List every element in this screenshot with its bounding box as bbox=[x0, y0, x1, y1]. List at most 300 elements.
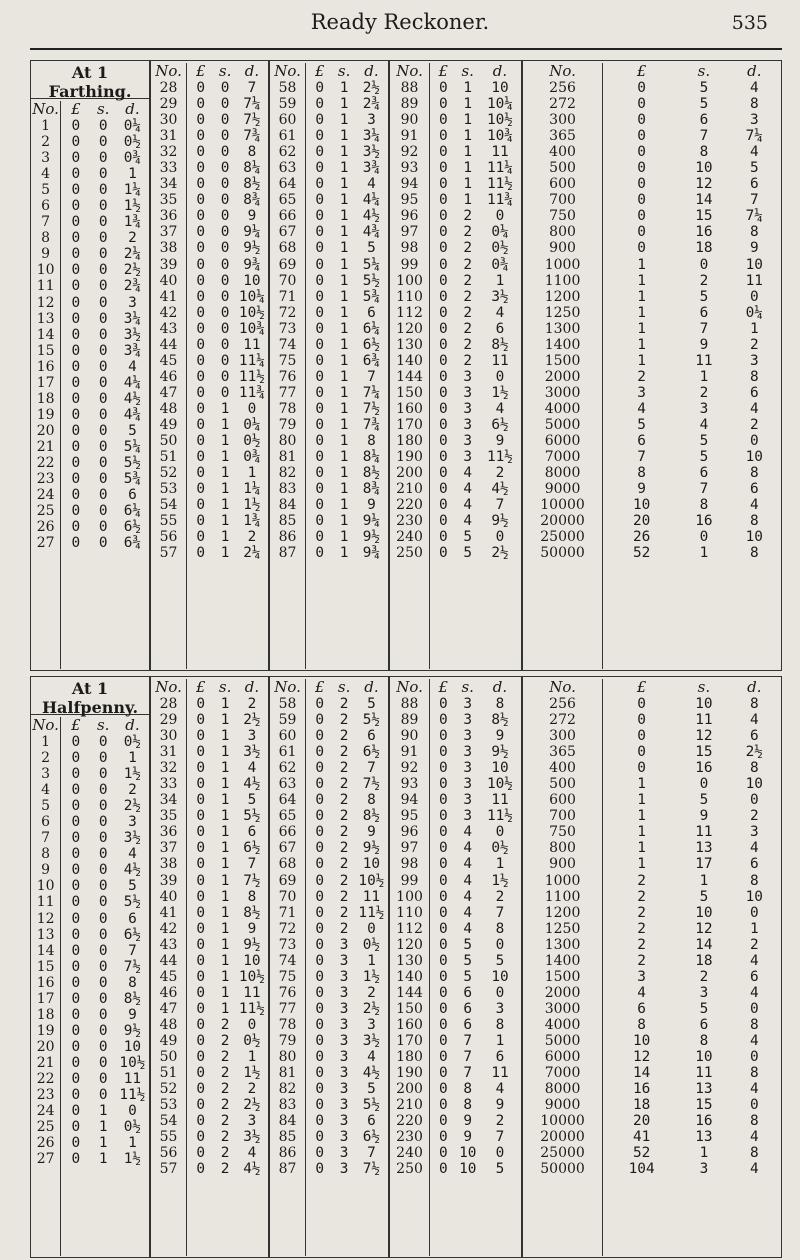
cell: 5 bbox=[699, 1000, 709, 1017]
cell: 10 bbox=[745, 888, 763, 905]
cell: 104 bbox=[628, 1161, 655, 1178]
cell: 0 bbox=[220, 304, 230, 321]
cell: 3½ bbox=[123, 830, 142, 847]
cell: 2 bbox=[495, 888, 505, 905]
cell: 0 bbox=[315, 416, 325, 433]
cell: 3½ bbox=[491, 288, 509, 305]
cell: 2 bbox=[463, 352, 473, 369]
table-group bbox=[389, 676, 522, 1258]
cell: 1 bbox=[220, 529, 230, 546]
cell: 94 bbox=[400, 176, 419, 193]
cell: 26 bbox=[632, 529, 651, 546]
cell: 0 bbox=[71, 358, 81, 375]
cell: 0 bbox=[637, 760, 646, 777]
cell: 0 bbox=[438, 96, 448, 113]
cell: 0 bbox=[438, 529, 448, 546]
cell: 93 bbox=[400, 160, 419, 177]
cell: 4 bbox=[749, 400, 759, 417]
cell: 1 bbox=[339, 336, 349, 353]
cell: 46 bbox=[159, 368, 178, 385]
cell: 5000 bbox=[544, 416, 581, 433]
cell: 4 bbox=[463, 465, 473, 482]
cell: 7 bbox=[699, 128, 709, 145]
cell: 47 bbox=[159, 1000, 178, 1017]
cell: 3 bbox=[128, 294, 137, 311]
cell: 4 bbox=[128, 846, 137, 863]
cell: 6 bbox=[41, 814, 51, 831]
cell: 0 bbox=[438, 1049, 448, 1066]
cell: 26 bbox=[36, 1135, 55, 1152]
column-pence bbox=[116, 118, 149, 669]
cell: 0 bbox=[637, 112, 646, 129]
cell: 3 bbox=[463, 384, 473, 401]
cell: 10¾ bbox=[238, 320, 265, 337]
cell: 4 bbox=[128, 358, 137, 375]
cell: 7¼ bbox=[243, 96, 261, 113]
cell: 2000 bbox=[544, 984, 581, 1001]
cell: 9 bbox=[463, 1113, 473, 1130]
cell: 9 bbox=[367, 497, 376, 514]
cell: 12 bbox=[695, 920, 713, 937]
cell: 0 bbox=[98, 958, 108, 975]
header-pence: d. bbox=[244, 62, 260, 80]
cell: 2 bbox=[220, 1016, 230, 1033]
cell: 71 bbox=[278, 288, 297, 305]
cell: 0 bbox=[438, 112, 448, 129]
header-pound: £ bbox=[314, 678, 325, 696]
cell: 0 bbox=[315, 952, 325, 969]
cell: 62 bbox=[278, 144, 297, 161]
cell: 0 bbox=[71, 214, 81, 231]
header-pound: £ bbox=[314, 62, 325, 80]
cell: 16 bbox=[36, 358, 55, 375]
cell: 64 bbox=[278, 176, 297, 193]
column-nos bbox=[390, 696, 430, 1256]
cell: 1 bbox=[699, 368, 709, 385]
cell: 0 bbox=[637, 224, 646, 241]
cell: 52 bbox=[159, 1081, 178, 1098]
cell: 7½ bbox=[362, 776, 381, 793]
header-pound: £ bbox=[636, 62, 647, 80]
cell: 16 bbox=[36, 974, 55, 991]
cell: 2 bbox=[749, 416, 759, 433]
cell: 1½ bbox=[491, 872, 509, 889]
cell: 3 bbox=[339, 1000, 349, 1017]
cell: 8 bbox=[463, 1081, 473, 1098]
cell: 0 bbox=[220, 320, 230, 337]
cell: 7 bbox=[699, 481, 709, 498]
cell: 0 bbox=[196, 384, 206, 401]
cell: 0 bbox=[98, 374, 108, 391]
cell: 256 bbox=[549, 696, 576, 712]
cell: 0 bbox=[315, 465, 325, 482]
header-shilling: s. bbox=[218, 62, 232, 80]
cell: 1 bbox=[637, 792, 646, 809]
cell: 87 bbox=[278, 1161, 297, 1178]
cell: 1400 bbox=[544, 952, 581, 969]
cell: 0 bbox=[71, 1103, 81, 1120]
cell: 1250 bbox=[544, 304, 581, 321]
cell: 4 bbox=[749, 984, 759, 1001]
cell: 0 bbox=[315, 272, 325, 289]
cell: 0 bbox=[749, 1097, 759, 1114]
cell: 38 bbox=[159, 240, 178, 257]
cell: 0 bbox=[71, 974, 81, 991]
cell: 1 bbox=[128, 166, 137, 183]
cell: 2 bbox=[220, 1081, 230, 1098]
cell: 0 bbox=[98, 1054, 108, 1071]
cell: 27 bbox=[36, 1151, 55, 1168]
cell: 0 bbox=[98, 1070, 108, 1087]
cell: 1 bbox=[339, 288, 349, 305]
column-shillings bbox=[680, 696, 727, 1256]
cell: 1 bbox=[220, 776, 230, 793]
cell: 10¾ bbox=[486, 128, 513, 145]
cell: 1 bbox=[339, 192, 349, 209]
cell: 0 bbox=[98, 519, 108, 536]
cell: 8 bbox=[367, 792, 376, 809]
cell: 1 bbox=[339, 80, 349, 96]
cell: 49 bbox=[159, 1032, 178, 1049]
cell: 3 bbox=[367, 1016, 376, 1033]
cell: 0 bbox=[315, 1097, 325, 1114]
cell: 2 bbox=[220, 1145, 230, 1162]
cell: 10 bbox=[362, 856, 381, 873]
cell: 55 bbox=[159, 513, 178, 530]
cell: 1 bbox=[463, 96, 473, 113]
cell: 65 bbox=[278, 192, 297, 209]
cell: 2½ bbox=[123, 262, 142, 279]
cell: 9½ bbox=[362, 840, 381, 857]
cell: 0 bbox=[637, 80, 646, 96]
cell: 0 bbox=[71, 1006, 81, 1023]
cell: 11 bbox=[695, 1065, 713, 1082]
cell: 8 bbox=[699, 144, 709, 161]
cell: 12 bbox=[632, 1049, 651, 1066]
cell: 7 bbox=[41, 214, 51, 231]
cell: 0 bbox=[438, 384, 448, 401]
cell: 40 bbox=[159, 888, 178, 905]
cell: 33 bbox=[159, 776, 178, 793]
cell: 98 bbox=[400, 856, 419, 873]
cell: 1 bbox=[339, 176, 349, 193]
cell: 9¾ bbox=[243, 256, 261, 273]
cell: 0 bbox=[196, 968, 206, 985]
column-pounds bbox=[306, 696, 333, 1256]
cell: 2 bbox=[339, 840, 349, 857]
cell: 2 bbox=[463, 304, 473, 321]
cell: 16 bbox=[695, 224, 713, 241]
cell: 0 bbox=[196, 545, 206, 562]
cell: 1 bbox=[749, 320, 759, 337]
cell: 2 bbox=[339, 696, 349, 712]
cell: 20 bbox=[632, 1113, 651, 1130]
cell: 3 bbox=[699, 984, 709, 1001]
cell: 0¾ bbox=[491, 256, 509, 273]
cell: 52 bbox=[632, 1145, 651, 1162]
cell: 0 bbox=[315, 1145, 325, 1162]
cell: 3 bbox=[463, 449, 473, 466]
cell: 32 bbox=[159, 144, 178, 161]
cell: 0 bbox=[220, 256, 230, 273]
cell: 2 bbox=[463, 272, 473, 289]
cell: 0 bbox=[98, 974, 108, 991]
cell: 17 bbox=[695, 856, 713, 873]
table-group bbox=[269, 60, 389, 671]
cell: 70 bbox=[278, 888, 297, 905]
cell: 0 bbox=[315, 1049, 325, 1066]
cell: 35 bbox=[159, 808, 178, 825]
cell: 0 bbox=[71, 1087, 81, 1104]
cell: 8¾ bbox=[362, 481, 381, 498]
cell: 0 bbox=[196, 224, 206, 241]
cell: 75 bbox=[278, 352, 297, 369]
cell: 0 bbox=[196, 1032, 206, 1049]
cell: 1 bbox=[339, 400, 349, 417]
cell: 0 bbox=[196, 776, 206, 793]
cell: 6 bbox=[749, 481, 759, 498]
cell: 0 bbox=[438, 208, 448, 225]
cell: 0 bbox=[315, 696, 325, 712]
cell: 0 bbox=[71, 1135, 81, 1152]
cell: 0 bbox=[196, 304, 206, 321]
cell: 2¼ bbox=[243, 545, 261, 562]
cell: 240 bbox=[396, 529, 423, 546]
cell: 6000 bbox=[544, 433, 581, 450]
cell: 39 bbox=[159, 256, 178, 273]
cell: 3 bbox=[339, 1145, 349, 1162]
cell: 60 bbox=[278, 728, 297, 745]
cell: 140 bbox=[396, 352, 423, 369]
column-nos bbox=[523, 80, 603, 669]
cell: 1 bbox=[220, 824, 230, 841]
cell: 0 bbox=[196, 760, 206, 777]
cell: 1 bbox=[128, 750, 137, 767]
cell: 2000 bbox=[544, 368, 581, 385]
cell: 89 bbox=[400, 96, 419, 113]
cell: 35 bbox=[159, 192, 178, 209]
cell: 90 bbox=[400, 112, 419, 129]
cell: 4 bbox=[749, 1081, 759, 1098]
cell: 11½ bbox=[358, 904, 385, 921]
cell: 3 bbox=[463, 416, 473, 433]
cell: 0 bbox=[71, 342, 81, 359]
cell: 0 bbox=[98, 750, 108, 767]
cell: 48 bbox=[159, 400, 178, 417]
cell: 1 bbox=[247, 1049, 257, 1066]
cell: 7 bbox=[247, 80, 257, 96]
cell: 17 bbox=[36, 990, 55, 1007]
cell: 42 bbox=[159, 920, 178, 937]
cell: 25000 bbox=[540, 1145, 585, 1162]
cell: 76 bbox=[278, 984, 297, 1001]
cell: 19 bbox=[36, 1022, 55, 1039]
cell: 77 bbox=[278, 384, 297, 401]
cell: 37 bbox=[159, 840, 178, 857]
cell: 89 bbox=[400, 712, 419, 729]
cell: 5000 bbox=[544, 1032, 581, 1049]
cell: 4 bbox=[749, 80, 759, 96]
cell: 2 bbox=[220, 1161, 230, 1178]
cell: 6000 bbox=[544, 1049, 581, 1066]
cell: 4 bbox=[367, 1049, 376, 1066]
cell: 0 bbox=[196, 1000, 206, 1017]
cell: 0 bbox=[220, 352, 230, 369]
header-pence: d. bbox=[364, 62, 379, 80]
cell: 39 bbox=[159, 872, 178, 889]
cell: 0 bbox=[196, 792, 206, 809]
cell: 9 bbox=[495, 1097, 505, 1114]
cell: 6 bbox=[699, 465, 709, 482]
cell: 230 bbox=[396, 513, 423, 530]
cell: 91 bbox=[400, 128, 419, 145]
cell: 9 bbox=[128, 1006, 137, 1023]
cell: 7 bbox=[495, 904, 505, 921]
cell: 0 bbox=[315, 856, 325, 873]
table-group bbox=[522, 60, 782, 671]
cell: 2 bbox=[699, 272, 709, 289]
cell: 4½ bbox=[362, 208, 381, 225]
cell: 2 bbox=[463, 208, 473, 225]
cell: 10½ bbox=[486, 776, 513, 793]
cell: 0½ bbox=[362, 936, 381, 953]
cell: 0 bbox=[98, 535, 108, 552]
cell: 0 bbox=[315, 481, 325, 498]
header-no: No. bbox=[151, 679, 187, 696]
section-title: At 1 Farthing. bbox=[31, 61, 149, 99]
cell: 56 bbox=[159, 1145, 178, 1162]
cell: 0 bbox=[71, 519, 81, 536]
cell: 2 bbox=[637, 904, 646, 921]
cell: 9½ bbox=[243, 240, 261, 257]
cell: 41 bbox=[632, 1129, 651, 1146]
cell: 0 bbox=[495, 1145, 505, 1162]
cell: 1¼ bbox=[123, 182, 142, 199]
cell: 2 bbox=[637, 952, 646, 969]
header-pound: £ bbox=[195, 62, 206, 80]
cell: 2 bbox=[463, 240, 473, 257]
cell: 0 bbox=[315, 904, 325, 921]
cell: 7 bbox=[367, 760, 376, 777]
cell: 1 bbox=[220, 904, 230, 921]
cell: 0 bbox=[438, 744, 448, 761]
cell: 0 bbox=[196, 192, 206, 209]
cell: 9 bbox=[699, 336, 709, 353]
cell: 44 bbox=[159, 952, 178, 969]
cell: 5 bbox=[699, 96, 709, 113]
cell: 0 bbox=[637, 712, 646, 729]
cell: 1250 bbox=[544, 920, 581, 937]
cell: 1 bbox=[339, 368, 349, 385]
cell: 1 bbox=[339, 160, 349, 177]
cell: 72 bbox=[278, 920, 297, 937]
cell: 13 bbox=[695, 840, 713, 857]
cell: 0 bbox=[367, 920, 376, 937]
cell: 2 bbox=[220, 1065, 230, 1082]
cell: 1 bbox=[495, 1032, 505, 1049]
cell: 0 bbox=[98, 342, 108, 359]
column-pounds bbox=[603, 80, 680, 669]
column-header bbox=[270, 63, 388, 80]
cell: 0 bbox=[749, 904, 759, 921]
cell: 4 bbox=[463, 920, 473, 937]
cell: 48 bbox=[159, 1016, 178, 1033]
cell: 0 bbox=[247, 1016, 257, 1033]
cell: 8 bbox=[41, 846, 51, 863]
cell: 86 bbox=[278, 529, 297, 546]
cell: 4000 bbox=[544, 400, 581, 417]
cell: 10 bbox=[745, 256, 763, 273]
cell: 0 bbox=[699, 256, 709, 273]
column-header bbox=[151, 679, 268, 696]
cell: 1 bbox=[339, 272, 349, 289]
cell: 1 bbox=[220, 872, 230, 889]
cell: 18 bbox=[632, 1097, 651, 1114]
cell: 73 bbox=[278, 936, 297, 953]
cell: 0 bbox=[438, 792, 448, 809]
cell: 2 bbox=[247, 696, 257, 712]
cell: 23 bbox=[36, 471, 55, 488]
cell: 3¼ bbox=[362, 128, 381, 145]
column-pence bbox=[479, 696, 521, 1256]
cell: 5½ bbox=[362, 272, 381, 289]
column-pounds bbox=[603, 696, 680, 1256]
cell: 81 bbox=[278, 1065, 297, 1082]
column-nos bbox=[390, 80, 430, 669]
cell: 15 bbox=[695, 744, 713, 761]
cell: 1 bbox=[220, 545, 230, 562]
cell: 2½ bbox=[123, 798, 142, 815]
cell: 0 bbox=[98, 198, 108, 215]
cell: 10 bbox=[695, 1049, 713, 1066]
cell: 8 bbox=[495, 1016, 505, 1033]
cell: 112 bbox=[396, 920, 423, 937]
column-shillings bbox=[333, 80, 354, 669]
cell: 0 bbox=[315, 304, 325, 321]
cell: 11 bbox=[745, 272, 763, 289]
column-header bbox=[31, 717, 149, 734]
cell: 0 bbox=[220, 224, 230, 241]
cell: 0 bbox=[98, 262, 108, 279]
cell: 4 bbox=[749, 1129, 759, 1146]
cell: 1 bbox=[339, 320, 349, 337]
cell: 1 bbox=[339, 481, 349, 498]
cell: 600 bbox=[549, 792, 576, 809]
cell: 2 bbox=[339, 792, 349, 809]
cell: 49 bbox=[159, 416, 178, 433]
cell: 0 bbox=[315, 384, 325, 401]
cell: 4 bbox=[637, 984, 646, 1001]
cell: 0 bbox=[315, 224, 325, 241]
cell: 11½ bbox=[238, 1000, 265, 1017]
cell: 8 bbox=[749, 872, 759, 889]
cell: 7000 bbox=[544, 1065, 581, 1082]
cell: 0 bbox=[438, 840, 448, 857]
cell: 180 bbox=[396, 433, 423, 450]
cell: 10¼ bbox=[238, 288, 265, 305]
cell: 10 bbox=[491, 80, 509, 96]
cell: 10 bbox=[459, 1145, 477, 1162]
cell: 5 bbox=[247, 792, 257, 809]
cell: 4 bbox=[463, 872, 473, 889]
cell: 5 bbox=[699, 433, 709, 450]
cell: 4¾ bbox=[123, 406, 142, 423]
cell: 13 bbox=[36, 926, 55, 943]
cell: 2 bbox=[247, 529, 257, 546]
cell: 25 bbox=[36, 1119, 55, 1136]
cell: 5 bbox=[699, 792, 709, 809]
cell: 0 bbox=[438, 952, 448, 969]
